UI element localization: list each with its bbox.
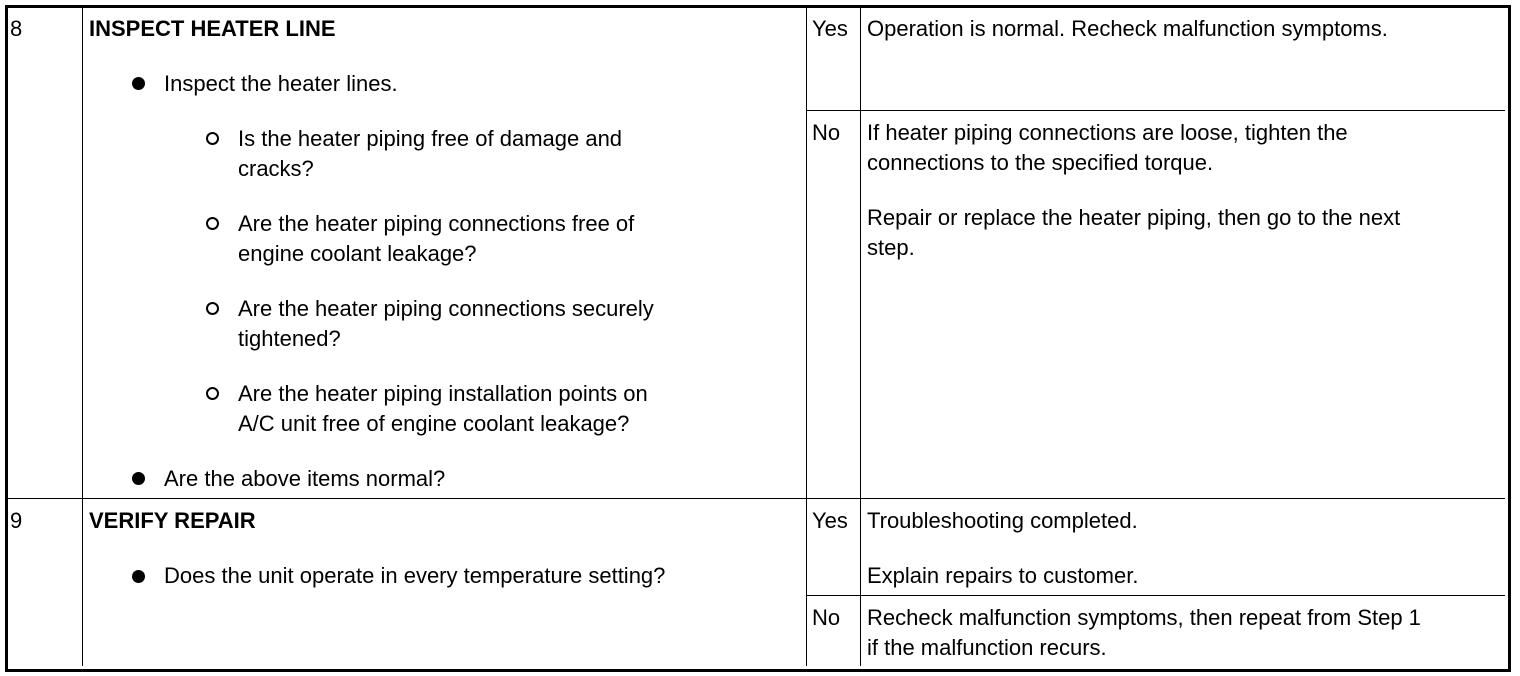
- sub-item-4-line1: Are the heater piping installation points on: [238, 381, 648, 406]
- step-9-no-action-line1: Recheck malfunction symptoms, then repeat from Step 1: [867, 605, 1421, 630]
- sub-item-3-line2: tightened?: [238, 326, 341, 351]
- sub-item-4-line2: A/C unit free of engine coolant leakage?: [238, 411, 630, 436]
- step-9-yes-action-2: Explain repairs to customer.: [867, 563, 1139, 588]
- sub-item-1-line2: cracks?: [238, 156, 314, 181]
- sub-item-2-line1: Are the heater piping connections free of: [238, 211, 635, 236]
- step-8-bullet-inspect: Inspect the heater lines.: [164, 71, 398, 96]
- sub-bullet-circle-icon: [206, 387, 219, 400]
- step-number-8: 8: [10, 16, 23, 41]
- column-divider-step: [82, 8, 83, 666]
- step-8-no-action-2-line2: step.: [867, 235, 915, 260]
- step-8-no-label: No: [812, 120, 841, 145]
- sub-bullet-circle-icon: [206, 302, 219, 315]
- step-8-no-action-1-line1: If heater piping connections are loose, tighten the: [867, 120, 1348, 145]
- bullet-dot-icon: [132, 472, 145, 485]
- step-9-no-action-line2: if the malfunction recurs.: [867, 635, 1107, 660]
- sub-item-3-line1: Are the heater piping connections securely: [238, 296, 654, 321]
- bullet-dot-icon: [132, 570, 145, 583]
- step-8-no-action-1-line2: connections to the specified torque.: [867, 150, 1214, 175]
- bullet-dot-icon: [132, 77, 145, 90]
- step-9-no-label: No: [812, 605, 841, 630]
- step-9-yes-label: Yes: [812, 508, 848, 533]
- step-number-9: 9: [10, 508, 23, 533]
- step-8-no-action-2-line1: Repair or replace the heater piping, then go to the next: [867, 205, 1401, 230]
- step-9-bullet-operate: Does the unit operate in every temperature setting?: [164, 563, 666, 588]
- step-9-title: VERIFY REPAIR: [89, 508, 256, 533]
- column-divider-answer: [806, 8, 807, 666]
- step-8-yes-label: Yes: [812, 16, 848, 41]
- step-9-yes-action-1: Troubleshooting completed.: [867, 508, 1138, 533]
- step-8-title: INSPECT HEATER LINE: [89, 16, 336, 41]
- row-divider-step9-yes-no: [807, 595, 1505, 596]
- sub-bullet-circle-icon: [206, 217, 219, 230]
- sub-bullet-circle-icon: [206, 132, 219, 145]
- step-8-yes-action: Operation is normal. Recheck malfunction symptoms.: [867, 16, 1388, 41]
- step-8-bullet-normal: Are the above items normal?: [164, 466, 446, 491]
- row-divider-step8-yes-no: [807, 110, 1505, 111]
- row-divider-step8-step9: [8, 498, 1505, 499]
- sub-item-2-line2: engine coolant leakage?: [238, 241, 477, 266]
- column-divider-action: [860, 8, 861, 666]
- sub-item-1-line1: Is the heater piping free of damage and: [238, 126, 623, 151]
